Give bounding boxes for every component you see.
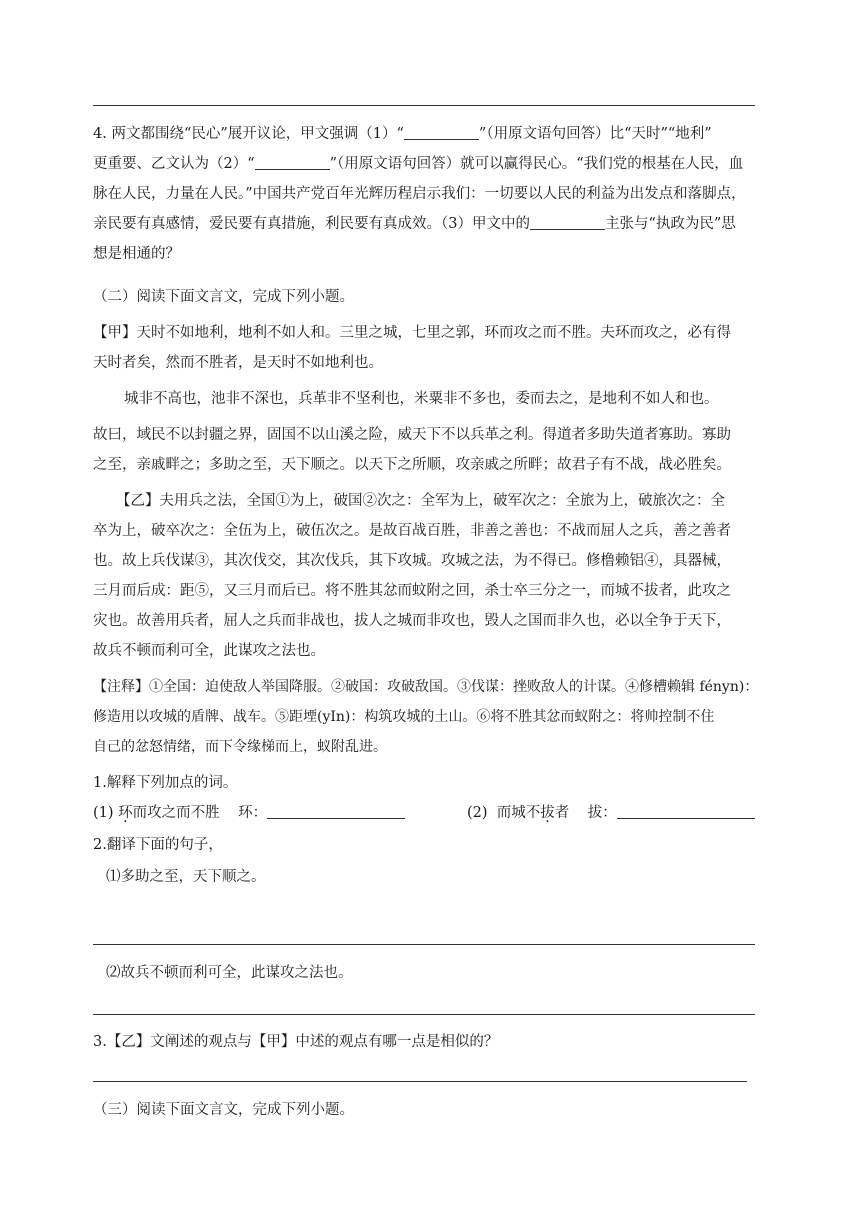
- yi-line-4: 三月而后成：距⑤，又三月而后已。将不胜其忿而蚊附之回，杀士卒三分之一，而城不拔者，此攻之: [93, 583, 731, 599]
- answer-line: [93, 1014, 755, 1015]
- answer-blank: [617, 803, 755, 819]
- jia-line-2: 天时者矣，然而不胜者，是天时不如地利也。: [93, 355, 383, 371]
- q1-b-number: (2): [467, 805, 488, 821]
- q1-b-dotted-word: 拔: [540, 805, 555, 821]
- q4-line-3: 脉在人民，力量在人民。”中国共产党百年光辉历程启示我们：一切要以人民的利益为出发点和落脚点，: [93, 186, 746, 202]
- q4-text: 更重要、乙文认为（2）“: [93, 156, 255, 172]
- q1-b-text: 而城不: [496, 805, 541, 821]
- q4-line-5: 想是相通的？: [93, 246, 180, 262]
- answer-line: [93, 944, 755, 945]
- answer-blank: [404, 124, 479, 140]
- q4-line-2: [93, 154, 763, 174]
- note-line-3: 自己的忿怒情绪，而下令缘梯而上，蚁附乱进。: [93, 739, 387, 755]
- answer-blank: [255, 154, 330, 170]
- yi-line-5: 灾也。故善用兵者，屈人之兵而非战也，拔人之城而非攻也，毁人之国而非久也，必以全争于天下，: [93, 613, 731, 629]
- q1-b-text-end: 者: [554, 805, 570, 821]
- q2-title: 2.翻译下面的句子，: [93, 837, 223, 853]
- section-2-heading: （二）阅读下面文言文，完成下列小题。: [93, 289, 354, 305]
- q1-b-label: 拔：: [587, 805, 617, 821]
- q3-title: 3.【乙】文阐述的观点与【甲】中述的观点有哪一点是相似的？: [93, 1034, 499, 1050]
- q4-text: 亲民要有真感情，爱民要有真措施，利民要有真成效。（3）甲文中的: [93, 216, 530, 232]
- q2-sentence-1: ⑴多助之至，天下顺之。: [106, 869, 266, 885]
- q1-a: [93, 803, 405, 823]
- note-line-2: 修造用以攻城的盾牌、战车。⑤距堙(yIn)：构筑攻城的土山。⑥将不胜其忿而蚁附之：将帅控制不住: [93, 709, 715, 725]
- q2-sentence-2: ⑵故兵不顿而利可全，此谋攻之法也。: [106, 965, 353, 981]
- note-line-1: 【注释】①全国：迫使敌人举国降服。②破国：攻破敌国。③伐谋：挫败敌人的计谋。④修槽赖辑 fényn)：: [93, 679, 759, 695]
- q4-line-1: [93, 124, 763, 144]
- q1-b: [467, 803, 755, 823]
- q4-text: 主张与“执政为民”思: [604, 216, 736, 232]
- jia-line-1: 【甲】天时不如地利，地利不如人和。三里之城，七里之郭，环而攻之而不胜。夫环而攻之，必有得: [93, 325, 731, 341]
- jia-line-4: 故曰，域民不以封疆之界，固国不以山溪之险，威天下不以兵革之利。得道者多助失道者寡助。寡助: [93, 427, 731, 443]
- jia-line-3: 城非不高也，池非不深也，兵革非不坚利也，米粟非不多也，委而去之，是地利不如人和也。: [124, 391, 719, 407]
- answer-line: [93, 105, 755, 106]
- answer-blank: [267, 803, 405, 819]
- q4-text: ”（用原文语句回答）比“天时”“地利”: [478, 126, 712, 142]
- section-3-heading: （三）阅读下面文言文，完成下列小题。: [93, 1102, 354, 1118]
- yi-line-2: 卒为上，破卒次之：全伍为上，破伍次之。是故百战百胜，非善之善也：不战而屈人之兵，善之善者: [93, 523, 731, 539]
- q1-a-dotted-word: 环: [118, 805, 133, 821]
- q1-a-number: (1): [93, 805, 114, 821]
- q4-line-4: [93, 214, 763, 234]
- yi-line-1: 【乙】夫用兵之法，全国①为上，破国②次之：全军为上，破军次之：全旅为上，破旅次之：全: [116, 493, 725, 509]
- q1-a-text: 而攻之而不胜: [132, 805, 220, 821]
- q4-text: ”（用原文语句回答）就可以赢得民心。“我们党的根基在人民，血: [329, 156, 744, 172]
- answer-blank: [530, 214, 605, 230]
- q1-a-label: 环：: [238, 805, 268, 821]
- yi-line-3: 也。故上兵伐谋③，其次伐交，其次伐兵，其下攻城。攻城之法，为不得已。修橹赖铝④，具器械，: [93, 553, 731, 569]
- q1-title: 1.解释下列加点的词。: [93, 775, 238, 791]
- jia-line-5: 之至，亲戚畔之；多助之至，天下顺之。以天下之所顺，攻亲戚之所畔；故君子有不战，战必胜矣。: [93, 457, 731, 473]
- q4-text: 4. 两文都围绕“民心”展开议论，甲文强调（1）“: [93, 126, 404, 142]
- yi-line-6: 故兵不顿而利可全，此谋攻之法也。: [93, 643, 325, 659]
- answer-line: [93, 1081, 747, 1082]
